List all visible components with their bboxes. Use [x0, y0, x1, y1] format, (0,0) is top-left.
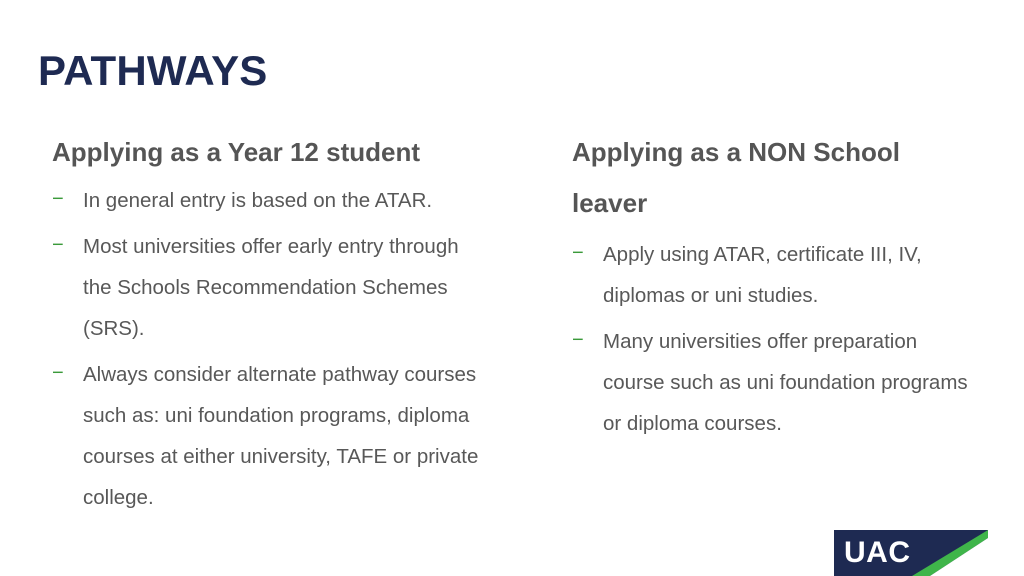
bullet-text: Apply using ATAR, certificate III, IV, diplomas or uni studies. [603, 243, 922, 307]
bullet-text: In general entry is based on the ATAR. [83, 189, 433, 212]
right-column-non-school-leaver [572, 127, 982, 444]
list-item [52, 226, 492, 349]
dash-bullet-icon: − [52, 234, 64, 256]
bullet-text: Most universities offer early entry through the Schools Recommendation Schemes (SRS). [83, 235, 459, 340]
dash-bullet-icon: − [52, 188, 64, 210]
left-column-heading: Applying as a Year 12 student [52, 137, 420, 167]
left-bullet-list [52, 180, 492, 518]
list-item [572, 234, 982, 316]
list-item [52, 180, 492, 221]
right-bullet-list [572, 234, 982, 444]
dash-bullet-icon: − [52, 362, 64, 384]
slide-title: PATHWAYS [38, 47, 268, 94]
bullet-text: Many universities offer preparation course such as uni foundation programs or diploma courses. [603, 330, 968, 435]
left-column-year-12 [52, 127, 492, 518]
uac-logo [834, 530, 988, 576]
list-item [52, 354, 492, 518]
dash-bullet-icon: − [572, 329, 584, 351]
dash-bullet-icon: − [572, 242, 584, 264]
list-item [572, 321, 982, 444]
bullet-text: Always consider alternate pathway courses such as: uni foundation programs, diploma courses at either university, TAFE or private college. [83, 363, 479, 509]
logo-text: UAC [844, 536, 911, 569]
right-column-heading: Applying as a NON School leaver [572, 137, 900, 218]
